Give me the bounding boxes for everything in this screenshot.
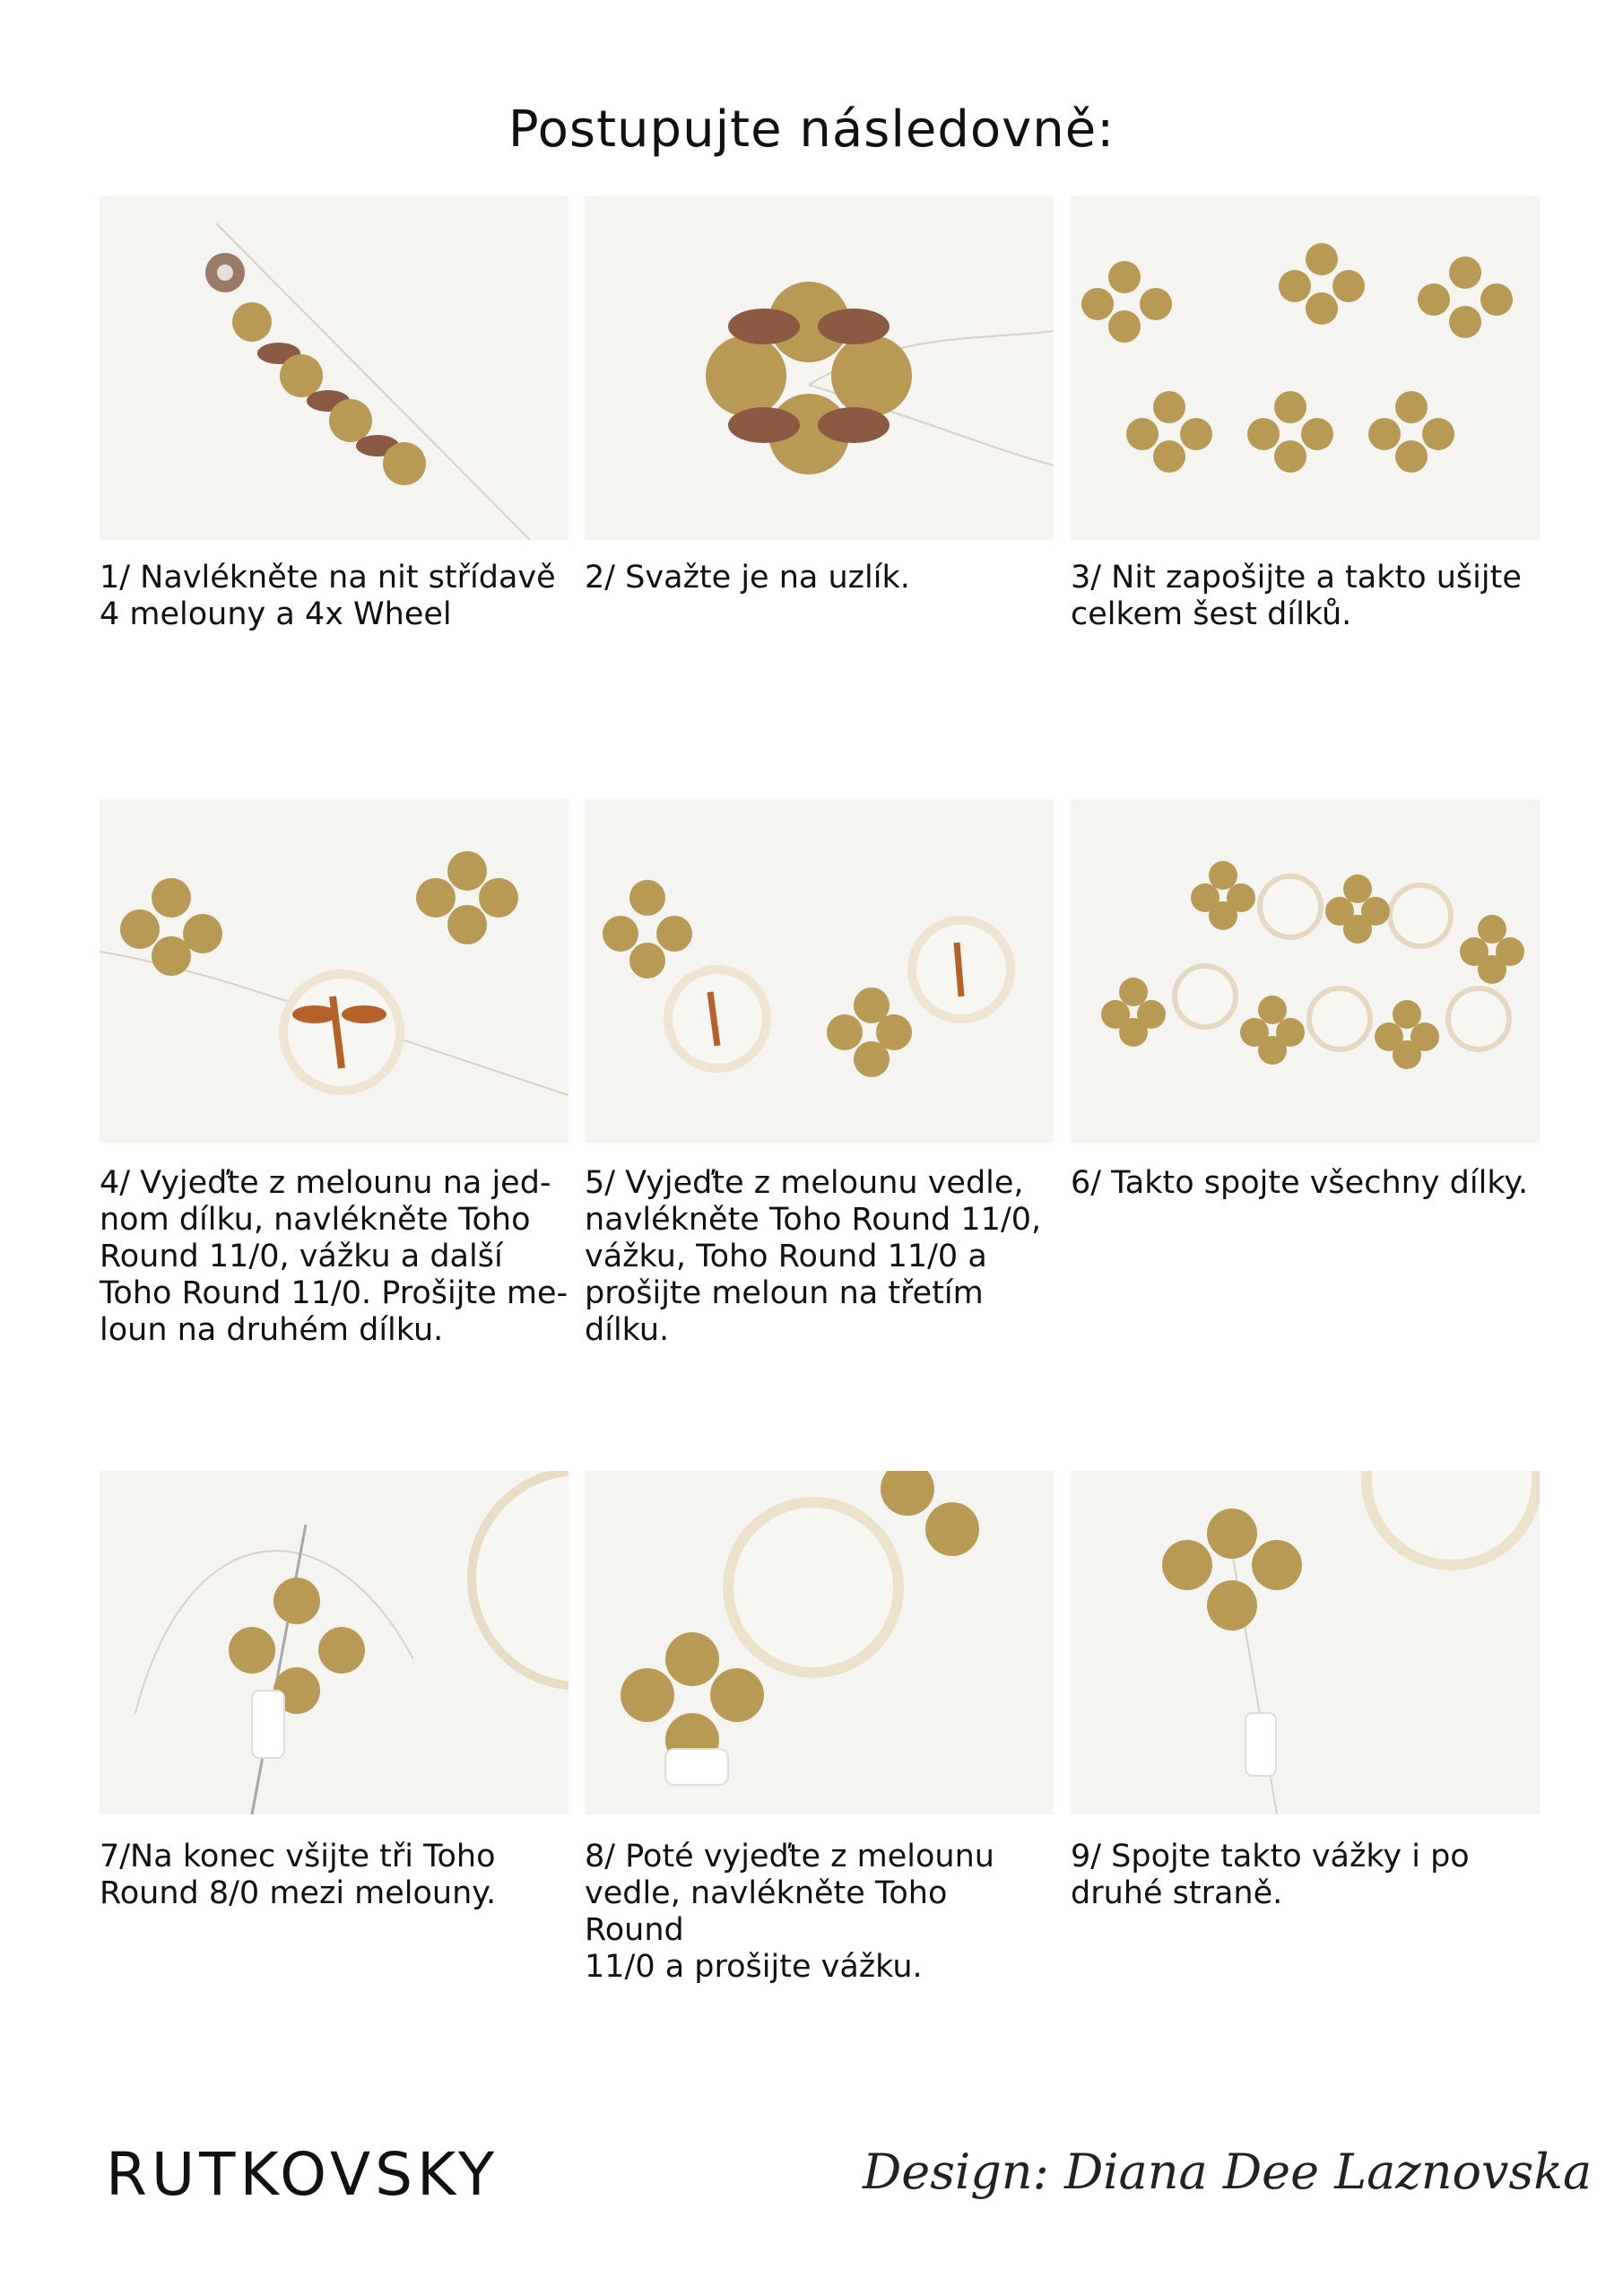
dragonfly-connection-image bbox=[100, 799, 568, 1143]
step-5-photo bbox=[585, 799, 1054, 1143]
step-7-caption: 7/Na konec všijte tři Toho Round 8/0 mezi melouny. bbox=[100, 1839, 497, 1911]
step-4-photo bbox=[100, 799, 568, 1143]
page-title: Postupujte následovně: bbox=[508, 100, 1115, 159]
step-2-photo bbox=[585, 196, 1054, 540]
step-6-caption: 6/ Takto spojte všechny dílky. bbox=[1071, 1165, 1529, 1201]
step-6-photo bbox=[1071, 799, 1540, 1143]
step-1-photo bbox=[100, 196, 568, 540]
full-chain-image bbox=[1071, 799, 1540, 1143]
step-4-caption: 4/ Vyjeďte z melounu na jed- nom dílku, navlékněte Toho Round 11/0, vážku a další Toho Round 11/0. Prošijte me- loun na druhém dílku. bbox=[100, 1165, 568, 1348]
step-3-photo bbox=[1071, 196, 1540, 540]
step-3-caption: 3/ Nit zapošijte a takto ušijte celkem šest dílků. bbox=[1071, 560, 1522, 632]
dragonfly-sew-through-image bbox=[585, 1471, 1054, 1814]
step-8-photo bbox=[585, 1471, 1054, 1814]
step-9-photo bbox=[1071, 1471, 1540, 1814]
brand-logo: RUTKOVSKY bbox=[106, 2140, 499, 2209]
step-5-caption: 5/ Vyjeďte z melounu vedle, navlékněte Toho Round 11/0, vážku, Toho Round 11/0 a prošijte meloun na třetím dílku. bbox=[585, 1165, 1042, 1348]
toho-beads-image bbox=[100, 1471, 568, 1814]
second-connection-image bbox=[585, 799, 1054, 1143]
beads-on-thread-image bbox=[100, 196, 568, 540]
step-9-caption: 9/ Spojte takto vážky i po druhé straně. bbox=[1071, 1839, 1470, 1911]
step-7-photo bbox=[100, 1471, 568, 1814]
six-components-image bbox=[1071, 196, 1540, 540]
step-8-caption: 8/ Poté vyjeďte z melounu vedle, navlékněte Toho Round 11/0 a prošijte vážku. bbox=[585, 1839, 994, 1985]
step-2-caption: 2/ Svažte je na uzlík. bbox=[585, 560, 910, 596]
designer-signature: Design: Diana Dee Laznovska bbox=[863, 2144, 1593, 2200]
knotted-ring-image bbox=[585, 196, 1054, 540]
step-1-caption: 1/ Navlékněte na nit střídavě 4 melouny a 4x Wheel bbox=[100, 560, 556, 632]
final-connection-image bbox=[1071, 1471, 1540, 1814]
